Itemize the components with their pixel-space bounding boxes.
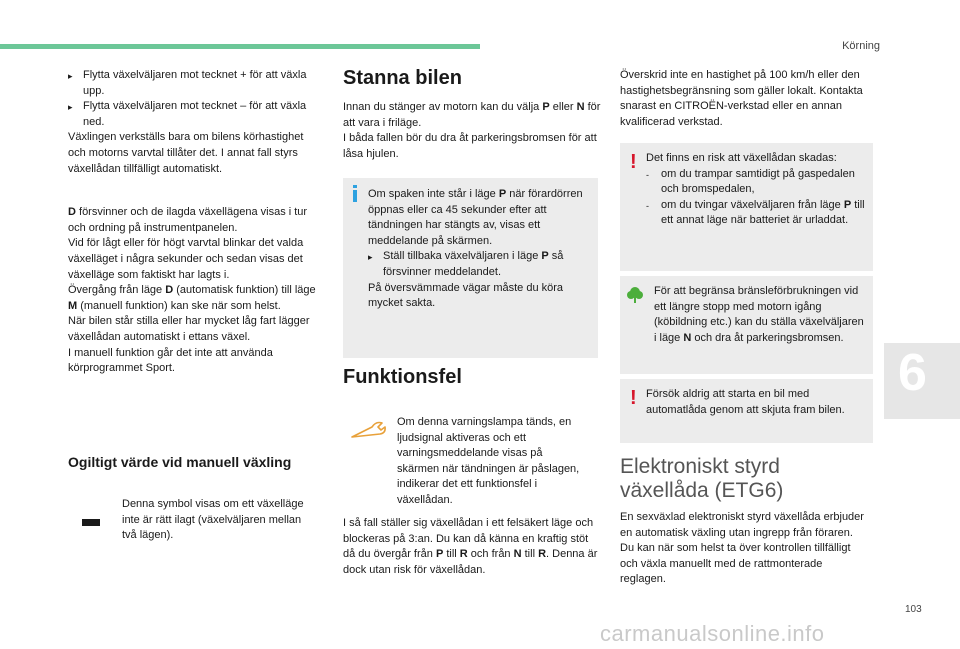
section-heading: Ogiltigt värde vid manuell växling xyxy=(68,454,292,470)
section-heading: Funktionsfel xyxy=(343,366,462,388)
warning-icon: ! xyxy=(630,387,637,409)
section-title: Körning xyxy=(842,40,880,52)
speed-paragraph: Överskrid inte en hastighet på 100 km/h eller den hastighetsbegränsning som gäller lokalt. Kontakta snarast en CITROËN-verkstad eller en annan kvalificerad verkstad. xyxy=(620,69,863,128)
list-item-text: Flytta växelväljaren mot tecknet + för att växla upp. xyxy=(83,69,307,97)
paragraph: Övergång från läge D (automatisk funktion) till läge M (manuell funktion) kan ske när som helst. xyxy=(68,284,316,312)
section-color-bar xyxy=(0,44,480,49)
paragraph: Det finns en risk att växellådan skadas: xyxy=(646,152,837,164)
warning-box xyxy=(620,143,873,271)
list-item: - om du trampar samtidigt på gaspedalen och bromspedalen, xyxy=(646,167,866,198)
section-heading: Elektroniskt styrd växellåda (ETG6) xyxy=(620,455,784,502)
fault-paragraph: I så fall ställer sig växellådan i ett felsäkert läge och blockeras på 3:an. Du kan då känna en kraftig stöt då du övergår från P till R och från N till R. Denna är dock utan risk för växellådan. xyxy=(343,517,598,576)
column-left xyxy=(68,68,320,377)
watermark: carmanualsonline.info xyxy=(600,621,825,646)
paragraph: Försök aldrig att starta en bil med automatlåda genom att skjuta fram bilen. xyxy=(646,388,845,416)
eco-box xyxy=(620,276,873,374)
chapter-number: 6 xyxy=(898,344,927,402)
list-item: - om du tvingar växelväljaren från läge P till ett annat läge när batteriet är urladdat. xyxy=(646,198,866,229)
list-item-text: om du tvingar växelväljaren från läge P till ett annat läge när batteriet är urladdat. xyxy=(661,198,865,227)
paragraph: I båda fallen bör du dra åt parkeringsbromsen för att låsa hjulen. xyxy=(343,132,597,160)
paragraph: En sexväxlad elektroniskt styrd växellåda erbjuder en automatisk växling utan ingrepp från föraren. xyxy=(620,511,864,539)
bullet-arrow-icon: ▸ xyxy=(68,102,73,113)
paragraph: D försvinner och de ilagda växellägena visas i tur och ordning på instrumentpanelen. xyxy=(68,206,308,234)
warning-box xyxy=(620,379,873,443)
list-item-text: om du trampar samtidigt på gaspedalen och bromspedalen, xyxy=(661,167,855,196)
paragraph: Om spaken inte står i läge P när förardörren öppnas eller ca 45 sekunder efter att tändningen har stängts av, visas ett meddelande på skärmen. xyxy=(368,188,583,247)
bullet-arrow-icon: ▸ xyxy=(368,252,373,263)
section-heading: Stanna bilen xyxy=(343,67,462,89)
paragraph: När bilen står stilla eller har mycket låg fart lägger växellådan automatiskt i ettans växel. xyxy=(68,315,310,343)
info-box xyxy=(343,178,598,358)
invalid-gear-text: Denna symbol visas om ett växelläge inte är rätt ilagt (växelväljaren mellan två lägen). xyxy=(122,498,304,542)
list-item-text: Flytta växelväljaren mot tecknet – för att växla ned. xyxy=(83,100,307,128)
paragraph: Innan du stänger av motorn kan du välja P eller N för att vara i friläge. xyxy=(343,101,601,129)
info-icon xyxy=(353,190,357,202)
wrench-warning-icon xyxy=(350,419,388,441)
fault-icon-text: Om denna varningslampa tänds, en ljudsignal aktiveras och ett varningsmeddelande visas på skärmen när tändningen är påslagen, indikerar det ett funktionsfel i växellådan. xyxy=(397,416,580,506)
paragraph: I manuell funktion går det inte att använda körprogrammet Sport. xyxy=(68,346,273,375)
etg-paragraphs xyxy=(620,510,870,588)
warning-icon: ! xyxy=(630,151,637,173)
bullet-arrow-icon: ▸ xyxy=(68,71,73,81)
paragraph: För att begränsa bränsleförbrukningen vid ett längre stopp med motorn igång (köbildning etc.) kan du ställa växelväljaren i läge N och dra åt parkeringsbromsen. xyxy=(654,285,864,344)
paragraph: Du kan när som helst ta över kontrollen tillfälligt och växla manuellt med de rattmonterade reglagen. xyxy=(620,542,851,586)
list-item xyxy=(68,68,320,99)
eco-tree-icon xyxy=(626,286,644,304)
invalid-gear-symbol-icon xyxy=(82,519,100,526)
paragraph: På översvämmade vägar måste du köra mycket sakta. xyxy=(368,281,564,310)
list-item-text: Ställ tillbaka växelväljaren i läge P så försvinner meddelandet. xyxy=(383,250,564,278)
paragraph: Växlingen verkställs bara om bilens körhastighet och motorns varvtal tillåter det. I annat fall styrs växellådan tillfälligt automatiskt. xyxy=(68,131,304,175)
list-item xyxy=(68,99,320,130)
paragraph: Vid för lågt eller för högt varvtal blinkar det valda växelläget i några sekunder och sedan visas det växelläge som faktiskt har lagts i. xyxy=(68,237,304,281)
page-number: 103 xyxy=(905,604,922,615)
list-item xyxy=(368,249,588,280)
chapter-tab xyxy=(884,343,960,419)
stop-paragraphs xyxy=(343,100,601,162)
